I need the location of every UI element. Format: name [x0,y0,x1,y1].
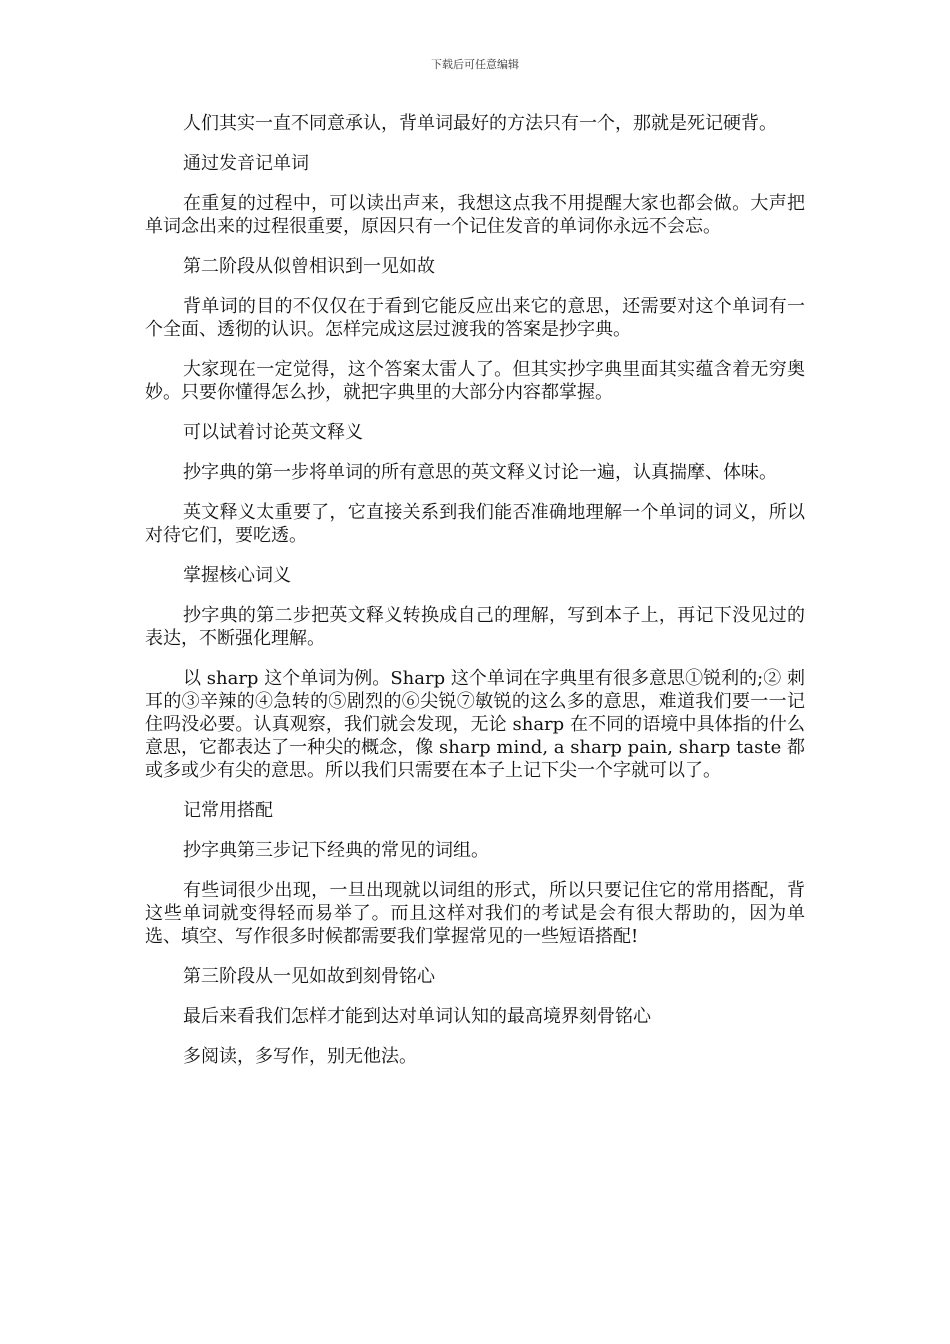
paragraph-sharp-example: 以 sharp 这个单词为例。Sharp 这个单词在字典里有很多意思①锐利的;② 刺耳的③辛辣的④急转的⑤剧烈的⑥尖锐⑦敏锐的这么多的意思，难道我们要一一记住吗没必要。认真观察，我们就会发现，无论 sharp 在不同的语境中具体指的什么意思，它都表达了一种尖的概念，像 sharp mind, a sharp pain, sharp taste 都或多或少有尖的意思。所以我们只需要在本子上记下尖一个字就可以了。 [145,668,805,781]
paragraph: 在重复的过程中，可以读出声来，我想这点我不用提醒大家也都会做。大声把单词念出来的过程很重要，原因只有一个记住发音的单词你永远不会忘。 [145,193,805,237]
paragraph: 抄字典的第二步把英文释义转换成自己的理解，写到本子上，再记下没见过的表达，不断强化理解。 [145,605,805,649]
paragraph-conclusion: 多阅读，多写作，别无他法。 [183,1046,417,1067]
paragraph: 英文释义太重要了，它直接关系到我们能否准确地理解一个单词的词义，所以对待它们，要吃透。 [145,502,805,546]
paragraph-intro: 人们其实一直不同意承认，背单词最好的方法只有一个，那就是死记硬背。 [183,113,777,134]
paragraph: 有些词很少出现，一旦出现就以词组的形式，所以只要记住它的常用搭配，背这些单词就变得轻而易举了。而且这样对我们的考试是会有很大帮助的，因为单选、填空、写作很多时候都需要我们掌握常见的一些短语搭配! [145,880,805,947]
document-body [145,112,805,1085]
paragraph: 最后来看我们怎样才能到达对单词认知的最高境界刻骨铭心 [183,1006,651,1027]
paragraph: 抄字典的第一步将单词的所有意思的英文释义讨论一遍，认真揣摩、体味。 [183,462,777,483]
paragraph: 背单词的目的不仅仅在于看到它能反应出来它的意思，还需要对这个单词有一个全面、透彻的认识。怎样完成这层过渡我的答案是抄字典。 [145,296,805,340]
section-heading-stage-two: 第二阶段从似曾相识到一见如故 [183,256,435,277]
section-heading-core-meaning: 掌握核心词义 [183,565,291,586]
section-heading-english-definition: 可以试着讨论英文释义 [183,422,363,443]
paragraph: 抄字典第三步记下经典的常见的词组。 [183,840,489,861]
paragraph: 大家现在一定觉得，这个答案太雷人了。但其实抄字典里面其实蕴含着无穷奥妙。只要你懂得怎么抄，就把字典里的大部分内容都掌握。 [145,359,805,403]
section-heading-stage-three: 第三阶段从一见如故到刻骨铭心 [183,966,435,987]
page-header-note: 下载后可任意编辑 [431,58,519,71]
section-heading-pronunciation: 通过发音记单词 [183,153,309,174]
section-heading-collocations: 记常用搭配 [183,800,273,821]
